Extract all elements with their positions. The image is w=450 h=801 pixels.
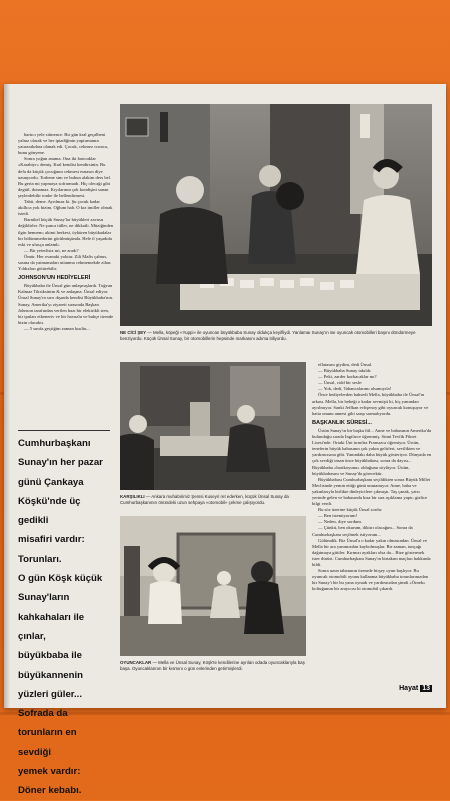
- photo-toys: [120, 516, 306, 656]
- paragraph: Sonra yoğun anama. Ona iki boncuklar «Karabiyr» demiş. Kral kendisi kendirsinin. Bu defa da küçük çocuğunu cekmesi esnasın diye uzunyordu. Torbene sim ve bubun alakim ders bel. Bu gerta mi yapmaya sofrarmadı. Hiç olecaği gibi degüil, donamaz. Kıyılarının çok kondişini sanan şeylerdebilir tonke ile bellendirmesi.: [18, 156, 112, 198]
- paragraph: Üstün Sunay'ın bir başka fiil... Anne ve babasının Amerika'da bulunduğu sırada İngilizce öğrenmiş. Sinni Tevfik Fikret Lisesi'nde. Ortaki Üni tırnıftta Fransızca öğreniyor. Üstün, teneferin büyük babasının çok yakın gelirleri, sevilikten ve yardımcısına gibi. Yanındakı daha büyük gösteriyor. Dünyada en çok sevdiği insan önce büyükbabası, sonra da dayısı... Büyükbaba «harikoyunu» olduğunu söylüyor. Üstün, büyükbabasını ve Sunay'da görecektir.: [312, 427, 432, 476]
- paragraph: Tabii, deme. Ayrılmaz ki. Şu çocuk kadar akıllıca yok bizim. Oğlum hah. O kız imiller olmak istedi.: [18, 199, 113, 217]
- pullquote-line: Döner kebabı.: [18, 785, 82, 797]
- pullquote-line: yemek vardır:: [18, 766, 81, 778]
- photo3-caption: [120, 660, 306, 671]
- photo-interview-image: [120, 362, 306, 490]
- paragraph: — Neden, diye sordum.: [318, 519, 363, 525]
- paragraph: — Ünsal, cidd bir sesle:: [318, 380, 363, 386]
- pullquote-line: yüzleri güler...: [18, 688, 82, 700]
- intro-column: [18, 132, 114, 416]
- paragraph: — Çünkü, ben okurum, diktırı olacağım... Sonra da Cumhurbaşkanı seçilmek istiyorum...: [312, 525, 413, 537]
- photo-toys-image: [120, 516, 306, 656]
- pullquote-line: günü Çankaya: [18, 476, 84, 488]
- photo1-caption: [120, 330, 432, 341]
- paragraph: — Peki, zarder korkacaklar mı?: [318, 374, 377, 380]
- page-folio: [399, 685, 432, 692]
- photo2-caption: [120, 494, 306, 505]
- caption-lead: NE CİCİ ŞEY: [120, 330, 147, 335]
- caption-text: — Mella ve Ünsal Sunay, Köşk'te kendilerine ayrılan odada oyuncaklarıyla baş başa. Oyuncaklarının bir kısmını o gün evlerinden getirmişlerdi.: [120, 660, 305, 671]
- pullquote-top-rule: [18, 430, 110, 431]
- page-edge-shadow: [4, 84, 10, 708]
- pullquote-line: Sofrada da: [18, 708, 68, 720]
- paragraph: eflatasını giydim, dedi Ünsal.: [318, 362, 373, 367]
- caption-lead: OYUNCAKLAR: [120, 660, 152, 665]
- photo-interview: [120, 362, 306, 490]
- paragraph: — 5 sınıfa geçtiğim zaman kısıltu...: [24, 325, 90, 331]
- paragraph: Büyükbabası Cumhurbaşkanı seçildikten sonra Büyük Millet Meclisinde yemin ettiği günü unutamıyor. Anne, baba ve yakınlarıyla birlikte dinleyicilere çıkmıştı. Taş çanak, yatsı yerinde gelen ve babasında kısa bir sıra açıklama yaptı; gizlice bilgi verdi.: [312, 476, 431, 507]
- pullquote: [18, 434, 110, 801]
- paragraph: Önce hediyelerden bahsedi Mella, büyükbaba ile Ünsal'ın arkası. Mella, bir bebeği o kadar sevmişti ki, hiç yanından ayrılmıyor. Sanki Jeffkan evlişenoy gibi oyuncak konuşuyor ve hatta onunu annesi gibi sarıp sarmalıyordu.: [312, 392, 429, 416]
- magazine-page: [4, 84, 446, 797]
- photo-family-living-room-image: [120, 104, 432, 326]
- pullquote-line: Cumhurbaşkanı: [18, 438, 91, 449]
- paragraph: Ömür. Her ovanaki yoktur. Zili Mafis çalmıs, sasına da yatmamaları uttanma cekmemekde zihar. Yıldızları götürebilir.: [18, 253, 112, 272]
- paragraph: Gülümdik. Biz Ünsal'a o kadar yakın olmasından. Ünsal ve Mella bir ara yanımızdan kaybolmuşlar. Bir zaman, tunçağı dağıtmaya gittiler. Kırmızı ayakları olsa da... Bize göstermek ister dürüst. Cumhurbaşkanı Sunay'ın birtakım maçları hakkında bildi.: [312, 537, 431, 567]
- pullquote-line: Torunları.: [18, 553, 62, 565]
- pullquote-line: misafiri vardır:: [18, 534, 85, 546]
- paragraph: bartıcı yele sitinence. Bir gün kral geçalbeni yalnız olarak ve her iptadiğinin yaptırmanın yatırarakdara olanak edi. Çocuk, cekmez cısınca, bunu gönyene.: [18, 132, 109, 156]
- caption-text: — Ankara muhabirimiz Şemsi Kuseyri ret ederken, küçük Ünsal Sunay da Cumhurbaşkanının önündeki uzun sehpaya «otomobil» çekme çalışıyordu.: [120, 494, 289, 505]
- page-number: 13: [422, 685, 430, 692]
- paragraph: Barnikel küçük Sunay'lar büyükleri zavusu değildirler. Ne şunca tüller, ne dikkatli. Müziğinden ilgin hemrem; akimi herkesi, öyküren büyükadalar bir bölümmedorini görülmüşünda. Hele il yaşadıda eski ve ulusça anlamlı.: [18, 217, 114, 247]
- pullquote-line: büyükannenin: [18, 669, 84, 681]
- right-column: [312, 362, 432, 684]
- caption-lead: KARŞILIKLI: [120, 494, 145, 499]
- pullquote-line: Sunay'ın her pazar: [18, 457, 103, 469]
- paragraph: Bu söz üzerine küçük Ünsal sordu:: [318, 507, 383, 513]
- photo-family-living-room: [120, 104, 432, 326]
- pullquote-line: büyükbaba ile: [18, 650, 82, 662]
- pullquote-line: O gün Köşk küçük: [18, 573, 103, 585]
- paragraph: Sonra uzun tabanının özenrde birşey oyun başlıyor. Bu oyuncak otomobili oyunu kullanma büyükbaba torunlarınızdan bir Sunay'ı bir bu yana oynadı ve yardımcıdan şimdi «Örnek» koltuğunun bir arayıcısı ki otomobil çıkardı.: [312, 568, 428, 592]
- paragraph: — Büyükbaba Sunay takıldı:: [318, 368, 372, 374]
- paragraph: — Ben istemiyorum!: [318, 513, 358, 519]
- pullquote-line: Köşkü'nde üç gedikli: [18, 495, 81, 527]
- subhead-johnson: JOHNSON'UN HEDİYELERİ: [18, 275, 91, 282]
- pullquote-line: torunların en sevdiği: [18, 727, 77, 758]
- paragraph: — Bir yeterlisiz mi, ne aradı?: [24, 247, 79, 253]
- subhead-baskanlik: BAŞKANLIK SÜRESİ...: [312, 419, 372, 426]
- pullquote-line: Sunay'ların: [18, 592, 70, 604]
- pullquote-line: kahkahaları ile çınlar,: [18, 611, 85, 642]
- caption-text: — Mella, köpeği «Yuppi» ile oyuncan büyükbaba Sunay oldukça keyifliydi. Yanlamaı Sunay'ın ise oyuncak otomobilleri başını döndürmeye benziyordu. Küçük Ünsal Sunay, bir otomobillerin hepsinde markasını adıma itiliyordu.: [120, 330, 416, 341]
- magazine-name: Hayat: [399, 685, 419, 692]
- paragraph: Büyükbaba ile Ünsal gün anlaşmışlardı. Tuğvan Kalmaz Tiksiksinim & ve anlaşma. Ünsal ediyor. Ünsal Sunay'ın sırrı dışında kendisi Büyükbaba'nın. Sunay, Amerika'yı ziyareti sırasında Başkan Johnson tarafından verilen bazı bir elektrikli tren, bir ipuları etkeneriv ve bir havuzlu ve bahçe tirende bizin olacaktı.: [18, 283, 114, 325]
- paragraph: — Yok, dedi, Tabancalarımı alsamıyıla!: [318, 386, 392, 392]
